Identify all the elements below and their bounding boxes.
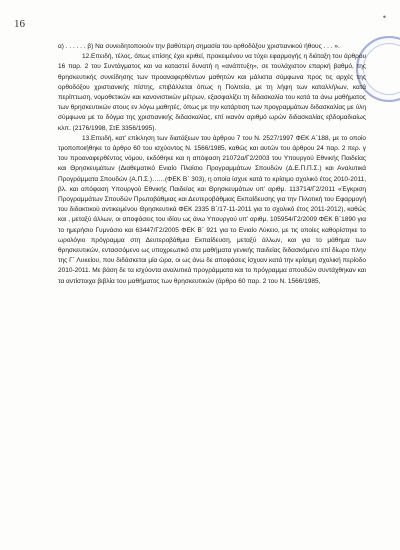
paragraph-13: 13.Επειδή, κατ’ επίκληση των διατάξεων του άρθρου 7 του Ν. 2527/1997 ΦΕΚ Α΄188, με το οποίο τροποποιήθηκε το άρθρο 60 του ισχύοντος Ν. 1566/1985, καθώς και αυτών του άρθρου 24 παρ. 2 περ. γ του προαναφερθέντος νόμου, εκδόθηκε και η απόφαση 21072α/Γ2/2003 του Υπουργού Εθνικής Παιδείας και Θρησκευμάτων (Διαθεματικό Ενιαίο Πλαίσιο Προγραμμάτων Σπουδών (Δ.Ε.Π.Π.Σ.) και Αναλυτικά Προγράμματα Σπουδών (Α.Π.Σ.)……(ΦΕΚ Β΄ 303), η οποία ίσχυε κατά το κρίσιμο σχολικό έτος 2010-2011, βλ. και απόφαση Υπουργού Εθνικής Παιδείας και Θρησκευμάτων υπ’ αριθμ. 113714/Γ2/2011 «Έγκριση Προγραμμάτων Σπουδών Πρωτοβάθμιας και Δευτεροβάθμιας Εκπαίδευσης για την Πιλοτική του Εφαρμογή του διδακτικού αντικειμένου Θρησκευτικά ΦΕΚ 2335 Β΄/17-11-2011 για το σχολικό έτος 2011-2012), καθώς και , μεταξύ άλλων, οι αποφάσεις του ιδίου ως άνω Υπουργού υπ’ αριθμ. 105954/Γ2/2009 ΦΕΚ Β΄1890 για το ημερήσιο Γυμνάσιο και 63447/Γ2/2005 ΦΕΚ Β΄ 921 για το Ενιαίο Λύκειο, με τις οποίες καθορίστηκε το ωρολόγιο πρόγραμμα στη Δευτεροβάθμια Εκπαίδευση, μεταξύ άλλων, και για το μάθημα των θρησκευτικών, εντασσόμενο ως υποχρεωτικό στα μαθήματα γενικής παιδείας διδασκόμενο επί δίωρο πλην της Γ΄ Λυκείου, που διδάσκεται μία ώρα, οι ως άνω δε αποφάσεις ίσχυαν κατά την κρίσιμη σχολική περίοδο 2010-2011. Με βάση δε τα ισχύοντα αναλυτικά προγράμματα και το πρόγραμμα σπουδών συντάχθηκαν και τα αντίστοιχα βιβλία του μαθήματος των θρησκευτικών (άρθρο 60 παρ. 2 του Ν. 1566/1985, [58, 134, 366, 285]
paragraph-intro: α) . . . . . . β) Να συνειδητοποιούν την βαθύτερη σημασία του ορθοδόξου χριστιανικού ήθους . . . ». [58, 43, 340, 50]
document-body [58, 42, 366, 287]
corner-mark: • [382, 12, 386, 22]
page-number: 16 [14, 18, 25, 30]
paragraph-12: 12.Επειδή, τέλος, όπως επίσης έχει κριθεί, προκειμένου να τύχει εφαρμογής η διάταξη του άρθρου 16 παρ. 2 του Συντάγματος και να καταστεί δυνατή η «ανάπτυξη», σε τουλάχιστον επαρκή βαθμό, της θρησκευτικής συνείδησης των προαναφερθέντων μαθητών και μάλιστα σύμφωνα προς τις αρχές της ορθοδόξου χριστιανικής πίστης, επιβάλλεται όπως η Πολιτεία, με τη λήψη των καταλλήλων, κατά περίπτωση, νομοθετικών και κανονιστικών μέτρων, εξασφαλίζει τη διδασκαλία του κατά τα άνω μαθήματος των θρησκευτικών στους εν λόγω μαθητές, όπως με την κατάρτιση των προγραμμάτων διδασκαλίας με ύλη σύμφωνα με το δόγμα της χριστιανικής διδασκαλίας, επί ικανόν αριθμό ωρών διδασκαλίας εβδομαδιαίως κλπ. (2176/1998, ΣτΕ 3356/1995). [58, 53, 366, 132]
